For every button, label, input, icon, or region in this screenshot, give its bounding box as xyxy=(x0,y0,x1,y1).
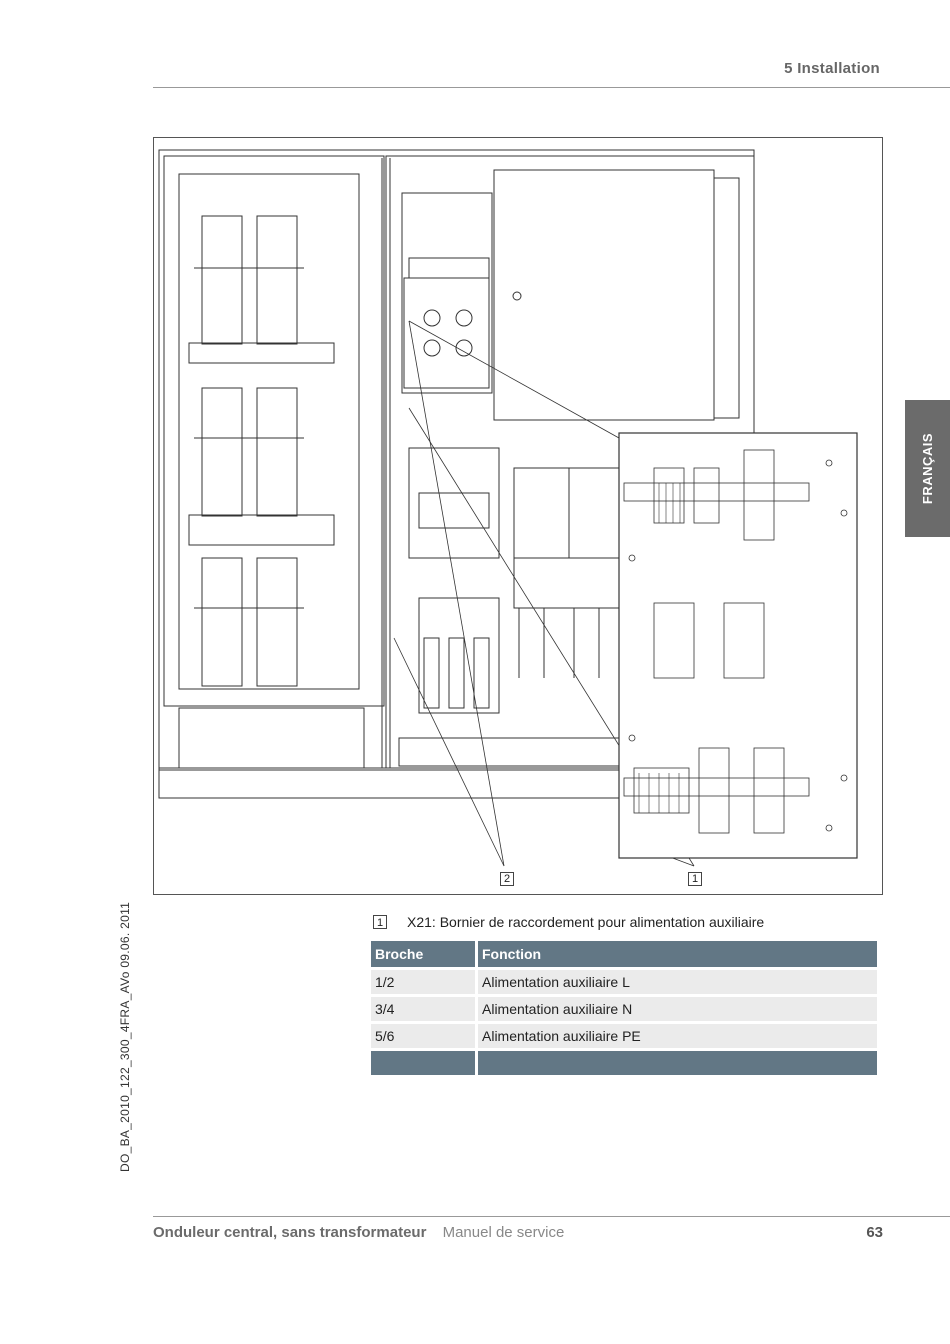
table-footer-row xyxy=(371,1051,877,1075)
fuse-bank xyxy=(514,468,624,678)
section-title: 5 Installation xyxy=(784,60,880,77)
table-header-fonction: Fonction xyxy=(478,941,877,967)
table-cell: 3/4 xyxy=(371,997,475,1021)
footer-doc-type: Manuel de service xyxy=(442,1224,565,1241)
table-cell: Alimentation auxiliaire N xyxy=(478,997,877,1021)
table-footer-cell xyxy=(371,1051,475,1075)
table-footer-cell xyxy=(478,1051,877,1075)
table-row xyxy=(371,1024,877,1048)
language-tab xyxy=(905,400,950,537)
table-cell: 1/2 xyxy=(371,970,475,994)
document-code: DO_BA_2010_122_300_4FRA_AVo 09.06. 2011 xyxy=(118,901,132,1172)
capacitor-bank xyxy=(189,216,334,686)
footer-doc-title: Onduleur central, sans transformateur xyxy=(153,1224,427,1241)
caption-text: X21: Bornier de raccordement pour alimentation auxiliaire xyxy=(407,914,765,930)
installation-diagram xyxy=(153,137,883,895)
table-row xyxy=(371,997,877,1021)
cabinet-drawing xyxy=(154,138,882,894)
callout-2: 2 xyxy=(500,872,514,886)
header-rule xyxy=(153,87,950,88)
footer-rule xyxy=(153,1216,950,1217)
page-footer xyxy=(153,1224,883,1241)
caption-number: 1 xyxy=(373,915,387,929)
table-cell: Alimentation auxiliaire PE xyxy=(478,1024,877,1048)
table-cell: 5/6 xyxy=(371,1024,475,1048)
terminal-detail-inset xyxy=(619,433,857,858)
table-header-broche: Broche xyxy=(371,941,475,967)
callout-1: 1 xyxy=(688,872,702,886)
figure-caption xyxy=(373,914,764,930)
page-number: 63 xyxy=(866,1224,883,1241)
language-tab-label: FRANÇAIS xyxy=(920,432,936,505)
table-row xyxy=(371,970,877,994)
table-header-row xyxy=(371,941,877,967)
table-cell: Alimentation auxiliaire L xyxy=(478,970,877,994)
pin-function-table xyxy=(368,938,880,1078)
